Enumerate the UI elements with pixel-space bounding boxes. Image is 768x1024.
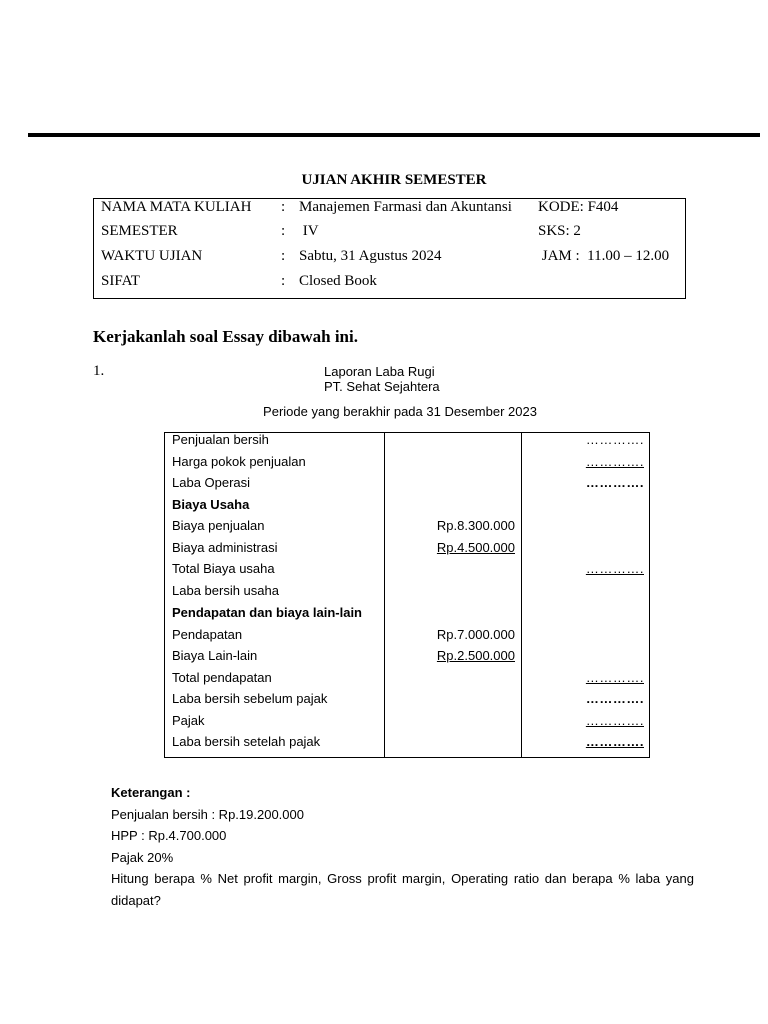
row-label: Laba Operasi bbox=[172, 475, 251, 490]
answer-blank: …………. bbox=[585, 454, 644, 469]
exam-title: UJIAN AKHIR SEMESTER bbox=[301, 172, 487, 188]
info-value: Sabtu, 31 Agustus 2024 bbox=[299, 248, 442, 264]
instruction-heading: Kerjakanlah soal Essay dibawah ini. bbox=[93, 327, 358, 346]
info-colon: : bbox=[281, 273, 286, 289]
info-colon: : bbox=[281, 199, 286, 215]
question-number: 1. bbox=[93, 363, 105, 379]
notes-line: HPP : Rp.4.700.000 bbox=[111, 828, 227, 843]
row-label: Pajak bbox=[172, 713, 205, 728]
report-company: PT. Sehat Sejahtera bbox=[324, 379, 440, 394]
row-label: Laba bersih setelah pajak bbox=[172, 734, 321, 749]
info-label: SEMESTER bbox=[101, 223, 178, 239]
row-amount: Rp.4.500.000 bbox=[436, 540, 515, 555]
answer-blank: …………. bbox=[585, 432, 644, 447]
income-statement-table bbox=[164, 432, 650, 758]
answer-blank: …………. bbox=[585, 561, 644, 576]
row-amount: Rp.8.300.000 bbox=[436, 518, 515, 533]
report-title: Laporan Laba Rugi bbox=[324, 364, 435, 379]
info-value: IV bbox=[299, 223, 319, 239]
notes-title: Keterangan : bbox=[111, 785, 191, 800]
row-label: Pendapatan bbox=[172, 627, 243, 642]
info-label: WAKTU UJIAN bbox=[101, 248, 203, 264]
row-label: Total Biaya usaha bbox=[172, 561, 275, 576]
row-label: Laba bersih usaha bbox=[172, 583, 279, 598]
answer-blank: …………. bbox=[585, 691, 644, 706]
info-row-semester bbox=[94, 223, 685, 247]
column-divider bbox=[521, 433, 522, 757]
row-label: Total pendapatan bbox=[172, 670, 272, 685]
answer-blank: …………. bbox=[585, 670, 644, 685]
row-label: Laba bersih sebelum pajak bbox=[172, 691, 328, 706]
column-divider bbox=[384, 433, 385, 757]
info-right: JAM : 11.00 – 12.00 bbox=[538, 248, 670, 264]
info-value: Manajemen Farmasi dan Akuntansi bbox=[299, 199, 512, 215]
section-heading: Biaya Usaha bbox=[172, 497, 250, 512]
info-right: SKS: 2 bbox=[538, 223, 581, 239]
answer-blank: …………. bbox=[585, 713, 644, 728]
answer-blank: …………. bbox=[585, 734, 644, 749]
info-right: KODE: F404 bbox=[538, 199, 619, 215]
row-label: Harga pokok penjualan bbox=[172, 454, 306, 469]
notes-line: Penjualan bersih : Rp.19.200.000 bbox=[111, 806, 304, 822]
row-label: Biaya Lain-lain bbox=[172, 648, 258, 663]
row-amount: Rp.2.500.000 bbox=[436, 648, 515, 663]
info-row-course bbox=[94, 199, 685, 223]
notes-section bbox=[111, 782, 694, 911]
row-label: Biaya administrasi bbox=[172, 540, 278, 555]
notes-question: Hitung berapa % Net profit margin, Gross profit margin, Operating ratio dan berapa % laba yang didapat? bbox=[111, 871, 694, 908]
info-colon: : bbox=[281, 223, 286, 239]
exam-info-box bbox=[93, 198, 686, 299]
header-rule bbox=[28, 133, 760, 137]
info-row-time bbox=[94, 248, 685, 272]
info-row-nature bbox=[94, 273, 685, 297]
answer-blank: …………. bbox=[585, 475, 644, 490]
section-heading: Pendapatan dan biaya lain-lain bbox=[172, 605, 362, 620]
notes-line: Pajak 20% bbox=[111, 849, 174, 865]
info-label: NAMA MATA KULIAH bbox=[101, 199, 252, 215]
row-label: Penjualan bersih bbox=[172, 432, 269, 447]
report-period: Periode yang berakhir pada 31 Desember 2023 bbox=[263, 404, 537, 419]
info-colon: : bbox=[281, 248, 286, 264]
row-label: Biaya penjualan bbox=[172, 518, 265, 533]
info-value: Closed Book bbox=[299, 273, 377, 289]
row-amount: Rp.7.000.000 bbox=[436, 627, 515, 642]
info-label: SIFAT bbox=[101, 273, 140, 289]
